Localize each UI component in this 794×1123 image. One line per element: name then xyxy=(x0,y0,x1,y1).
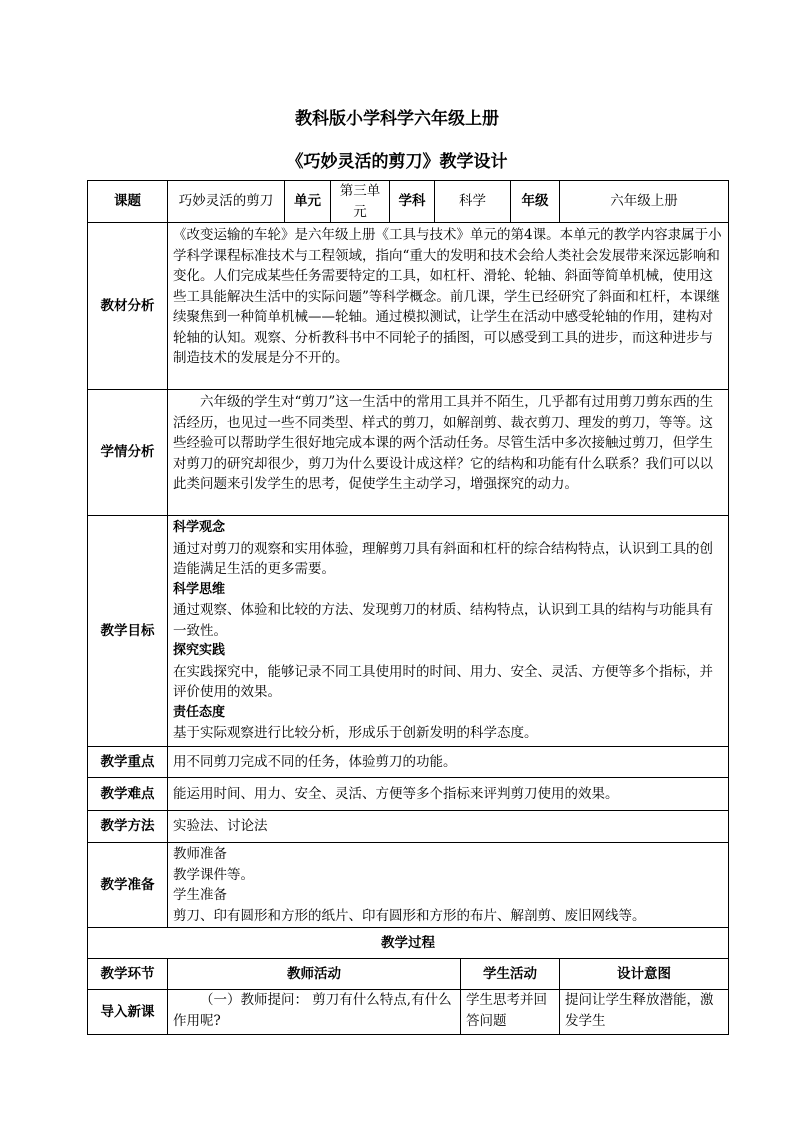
column-header: 教学环节 xyxy=(88,959,168,990)
student-analysis-label: 学情分析 xyxy=(88,390,168,516)
topic-label: 课题 xyxy=(88,181,168,223)
unit-value: 第三单元 xyxy=(331,181,390,223)
objective-text: 在实践探究中，能够记录不同工具使用时的时间、用力、安全、灵活、方便等多个指标，并评价使用的效果。 xyxy=(173,663,713,700)
preparation-line: 剪刀、印有圆形和方形的纸片、印有圆形和方形的布片、解剖剪、废旧网线等。 xyxy=(173,907,646,924)
preparation-line: 教师准备 xyxy=(173,846,227,862)
difficulty-text: 能运用时间、用力、安全、灵活、方便等多个指标来评判剪刀使用的效果。 xyxy=(168,778,729,811)
lesson-plan-table xyxy=(87,180,729,1035)
objectives-label: 教学目标 xyxy=(88,516,168,747)
objectives-row xyxy=(88,516,729,747)
preparation-line: 教学课件等。 xyxy=(173,866,254,883)
student-analysis-row xyxy=(88,390,729,516)
teacher-activity: （一）教师提问： 剪刀有什么特点,有什么作用呢? xyxy=(168,990,461,1035)
method-row xyxy=(88,811,729,843)
subject-value: 科学 xyxy=(435,181,511,223)
objective-heading: 责任态度 xyxy=(173,704,226,720)
grade-value: 六年级上册 xyxy=(560,181,729,223)
student-activity: 学生思考并回答问题 xyxy=(461,990,560,1035)
objective-text: 通过对剪刀的观察和实用体验，理解剪刀具有斜面和杠杆的综合结构特点，认识到工具的创造能满足生活的更多需要。 xyxy=(173,540,713,577)
column-header: 设计意图 xyxy=(560,959,729,990)
preparation-content xyxy=(168,843,729,928)
header-row xyxy=(88,181,729,223)
unit-label: 单元 xyxy=(285,181,331,223)
objective-text: 通过观察、体验和比较的方法、发现剪刀的材质、结构特点，认识到工具的结构与功能具有一致性。 xyxy=(173,602,713,639)
preparation-line: 学生准备 xyxy=(173,887,227,903)
material-analysis-row xyxy=(88,223,729,390)
column-header: 学生活动 xyxy=(461,959,560,990)
preparation-label: 教学准备 xyxy=(88,843,168,928)
objectives-content xyxy=(168,516,729,747)
objective-heading: 科学思维 xyxy=(173,581,226,597)
process-title-row xyxy=(88,928,729,959)
method-label: 教学方法 xyxy=(88,811,168,843)
difficulty-row xyxy=(88,778,729,811)
process-row xyxy=(88,990,729,1035)
process-stage: 导入新课 xyxy=(88,990,168,1035)
document-subtitle: 《巧妙灵活的剪刀》教学设计 xyxy=(286,152,508,172)
preparation-row xyxy=(88,843,729,928)
subject-label: 学科 xyxy=(390,181,435,223)
material-analysis-text: 《改变运输的车轮》是六年级上册《工具与技术》单元的第4课。本单元的教学内容隶属于小学科学课程标准技术与工程领域，指向“重大的发明和技术会给人类社会发展带来深远影响和变化。人们完成某些任务需要特定的工具，如杠杆、滑轮、轮轴、斜面等简单机械，使用这些工具能解决生活中的实际问题”等科学概念。前几课，学生已经研究了斜面和杠杆，本课继续聚焦到一种简单机械——轮轴。通过模拟测试，让学生在活动中感受轮轴的作用，建构对轮轴的认知。观察、分析教科书中不同轮子的插图，可以感受到工具的进步，而这种进步与制造技术的发展是分不开的。 xyxy=(168,223,729,390)
column-header: 教师活动 xyxy=(168,959,461,990)
objective-heading: 科学观念 xyxy=(173,520,226,535)
key-point-label: 教学重点 xyxy=(88,747,168,778)
process-header-row xyxy=(88,959,729,990)
design-intent: 提问让学生释放潜能，激发学生 xyxy=(560,990,729,1035)
material-analysis-label: 教材分析 xyxy=(88,223,168,390)
process-title: 教学过程 xyxy=(88,928,729,959)
key-point-text: 用不同剪刀完成不同的任务，体验剪刀的功能。 xyxy=(168,747,729,778)
objective-heading: 探究实践 xyxy=(173,643,226,658)
difficulty-label: 教学难点 xyxy=(88,778,168,811)
student-analysis-text: 六年级的学生对“剪刀”这一生活中的常用工具并不陌生，几乎都有过用剪刀剪东西的生活经历，也见过一些不同类型、样式的剪刀，如解剖剪、裁衣剪刀、理发的剪刀，等等。这些经验可以帮助学生很好地完成本课的两个活动任务。尽管生活中多次接触过剪刀，但学生对剪刀的研究却很少，剪刀为什么要设计成这样？它的结构和功能有什么联系？我们可以以此类问题来引发学生的思考，促使学生主动学习，增强探究的动力。 xyxy=(168,390,729,516)
objective-text: 基于实际观察进行比较分析，形成乐于创新发明的科学态度。 xyxy=(173,725,538,741)
topic-value: 巧妙灵活的剪刀 xyxy=(168,181,285,223)
key-point-row xyxy=(88,747,729,778)
grade-label: 年级 xyxy=(511,181,560,223)
document-title: 教科版小学科学六年级上册 xyxy=(295,109,499,129)
method-text: 实验法、讨论法 xyxy=(168,811,729,843)
